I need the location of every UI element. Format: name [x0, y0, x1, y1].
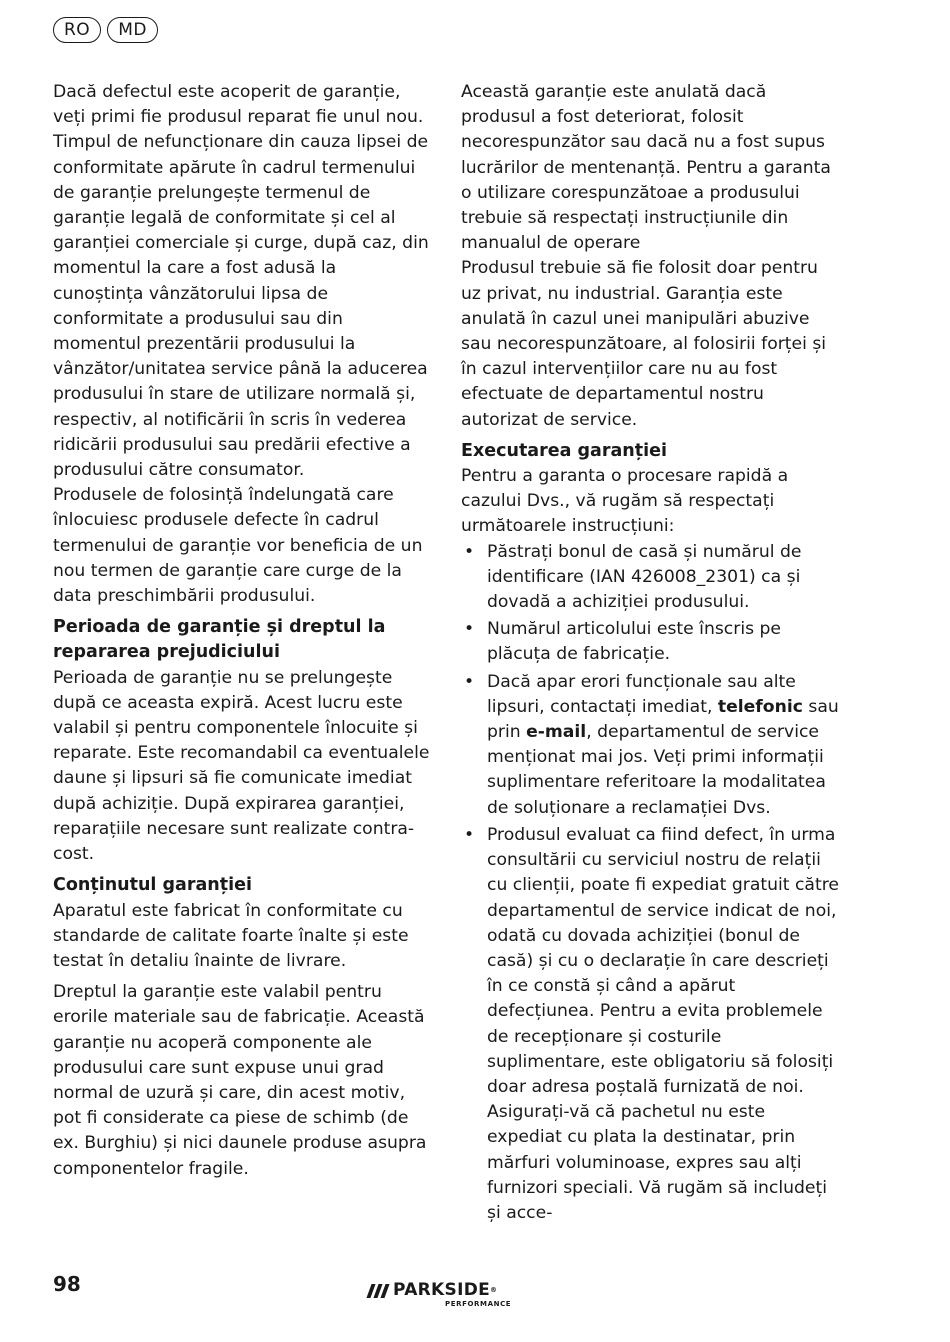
language-badge-ro: RO: [53, 17, 101, 43]
list-item: • Produsul evaluat ca fiind defect, în urma consultării cu serviciul nostru de relații cu clienții, poate fi expediat gratuit către departamentul de service indicat de noi, odată cu dovada achiziției (bonul de casă) și cu o declarație în care descrieți în ce constă și când a apărut defecțiunea. Pentru a evita problemele de recepționare și costurile suplimentare, este obligatoriu să folosiți doar adresa poștală furnizată de noi. Asigurați-vă că pachetul nu este expediat cu plata la destinatar, prin mărfuri voluminoase, expres sau alți furnizori speciali. Vă rugăm să includeți și acce-: [461, 823, 839, 1226]
paragraph: Perioada de garanție nu se prelungește după ce aceasta expiră. Acest lucru este valabil și pentru componentele înlocuite și reparate. Este recomandabil ca eventualele daune și lipsuri să fie comunicate imediat după achiziție. După expirarea garanției, reparațiile necesare sunt realizate contra-cost.: [53, 667, 430, 865]
section-heading: Conținutul garanției: [53, 875, 252, 896]
paragraph: Produsul trebuie să fie folosit doar pentru uz privat, nu industrial. Garanția este anulată în cazul unei manipulări abuzive sau necorespunzătoare, al folosirii forței și în cazul intervențiilor care nu au fost efectuate de departamentul nostru autorizat de service.: [461, 258, 827, 430]
instruction-list: [461, 540, 839, 1226]
left-column: [53, 80, 431, 1182]
language-badge-md: MD: [107, 17, 158, 43]
list-item: [461, 670, 839, 821]
list-item-text: , departamentul de service menționat mai jos. Veți primi informații suplimentare referitoare la modalitatea de soluționare a reclamației Dvs.: [487, 722, 826, 818]
brand-slashes-icon: [369, 1284, 387, 1298]
paragraph: Aparatul este fabricat în conformitate cu standarde de calitate foarte înalte și este testat în detaliu înainte de livrare.: [53, 900, 409, 971]
list-item-text: Dacă apar erori funcționale sau alte lipsuri, contactați imediat,: [487, 671, 796, 717]
page-number: 98: [53, 1272, 81, 1296]
list-item: • Numărul articolului este înscris pe plăcuța de fabricație.: [461, 617, 839, 667]
right-column: [461, 80, 839, 1228]
registered-mark: ®: [490, 1286, 498, 1294]
paragraph: Produsele de folosință îndelungată care înlocuiesc produsele defecte în cadrul termenului de garanție vor beneficia de un nou termen de garanție care curge de la data preschimbării produsului.: [53, 485, 423, 607]
brand-name: PARKSIDE: [393, 1280, 491, 1300]
emphasis-phone: telefonic: [717, 696, 803, 717]
language-badges: [53, 17, 158, 43]
list-item-text: sau prin: [487, 696, 839, 743]
paragraph: Pentru a garanta o procesare rapidă a cazului Dvs., vă rugăm să respectați următoarele instrucțiuni:: [461, 466, 789, 537]
emphasis-email: e-mail: [526, 722, 587, 743]
brand-logo: [369, 1281, 511, 1309]
section-heading: Perioada de garanție și dreptul la repararea prejudiciului: [53, 617, 386, 663]
section-heading: Executarea garanției: [461, 440, 667, 461]
paragraph: Această garanție este anulată dacă produsul a fost deteriorat, folosit necorespunzător sau dacă nu a fost supus lucrărilor de mentenanță. Pentru a garanta o utilizare corespunzătoae a produsului trebuie să respectați instrucțiunile din manualul de operare: [461, 82, 831, 254]
list-item: • Păstrați bonul de casă și numărul de identificare (IAN 426008_2301) ca și dovadă a achiziției produsului.: [461, 540, 839, 616]
brand-subtitle: PERFORMANCE: [445, 1300, 512, 1308]
paragraph: Dacă defectul este acoperit de garanție, veți primi fie produsul reparat fie unul nou. Timpul de nefuncționare din cauza lipsei de conformitate apărute în cadrul termenului de garanție prelungește termenul de garanție legală de conformitate și cel al garanției comerciale și curge, după caz, din momentul la care a fost adusă la cunoștința vânzătorului lipsa de conformitate a produsului sau din momentul prezentării produsului la vânzător/unitatea service până la aducerea produsului în stare de utilizare normală și, respectiv, al notificării în scris în vederea ridicării produsului sau predării efective a produsului către consumator.: [53, 82, 429, 481]
paragraph: Dreptul la garanție este valabil pentru erorile materiale sau de fabricație. Această garanție nu acoperă componente ale produsului care sunt expuse unui grad normal de uzură și care, din acest motiv, pot fi considerate ca piese de schimb (de ex. Burghiu) și nici daunele produse asupra componentelor fragile.: [53, 982, 427, 1179]
